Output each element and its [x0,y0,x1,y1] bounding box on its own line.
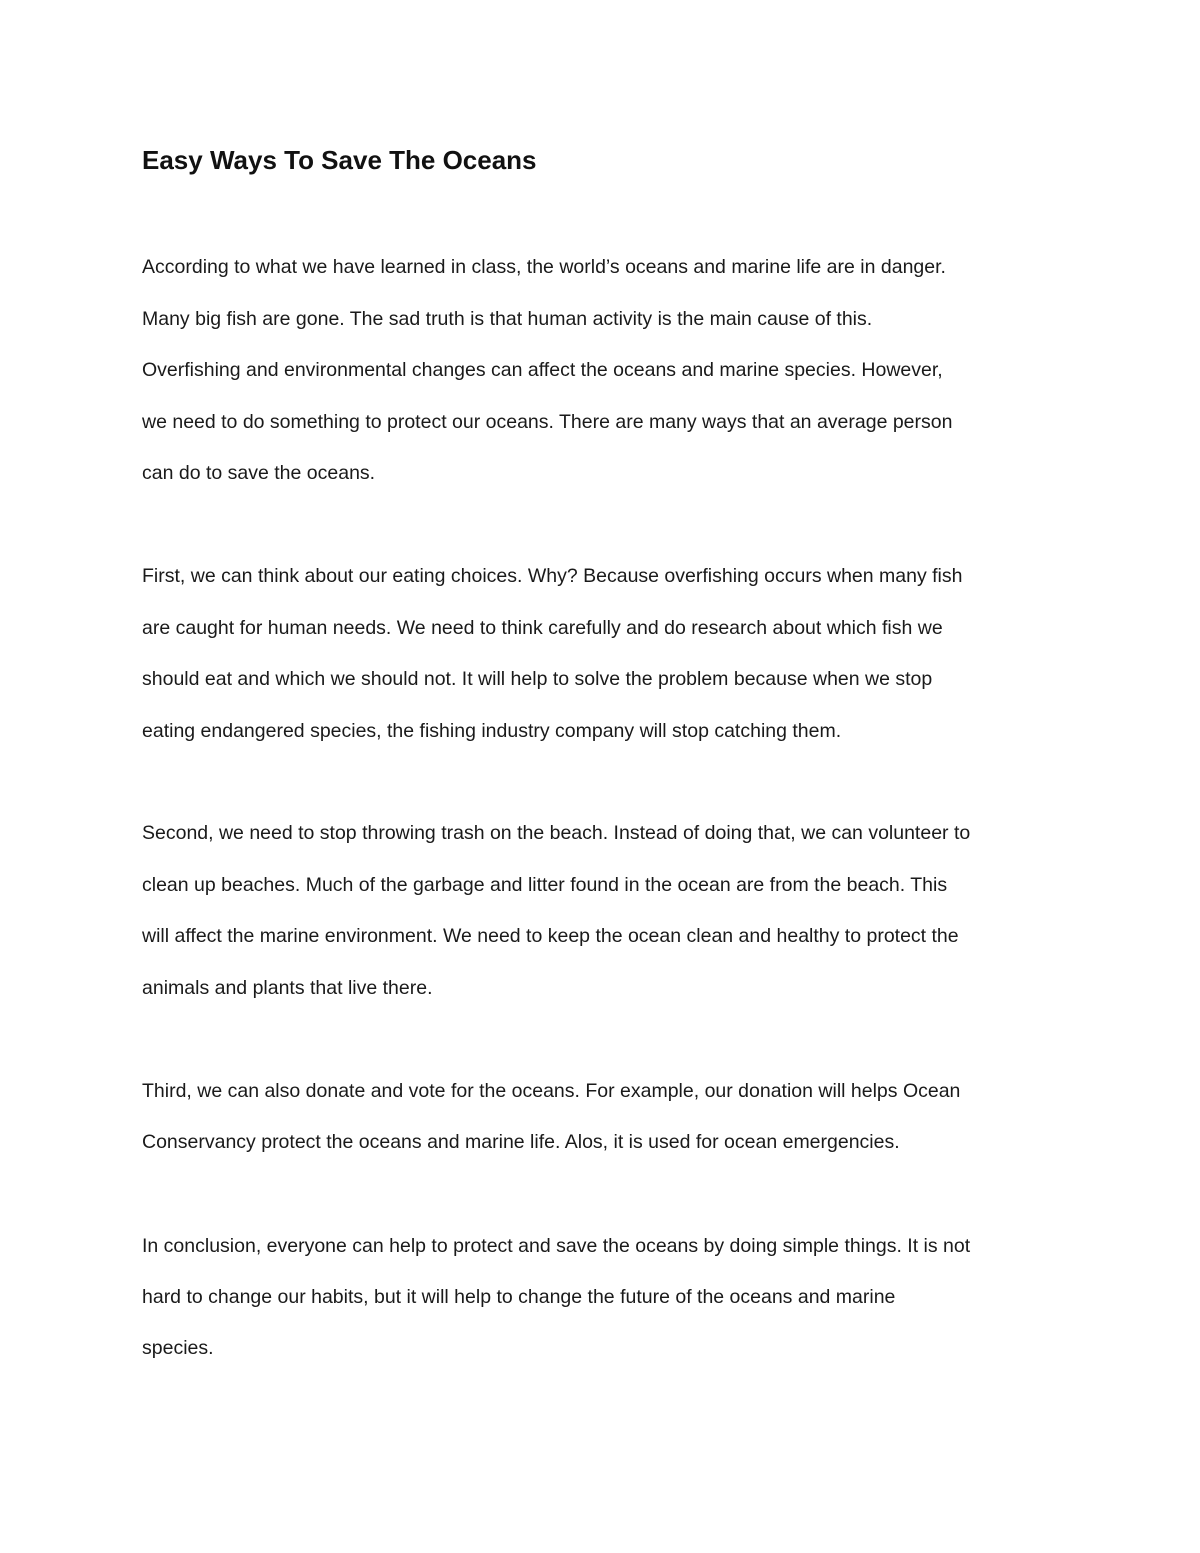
paragraph-3-line-3: will affect the marine environment. We need to keep the ocean clean and healthy to protect the [142,925,959,947]
paragraph-3-line-4: animals and plants that live there. [142,977,433,999]
paragraph-3-line-2: clean up beaches. Much of the garbage and litter found in the ocean are from the beach. This [142,874,948,896]
paragraph-2-line-2: are caught for human needs. We need to think carefully and do research about which fish we [142,617,943,639]
paragraph-1-line-1: According to what we have learned in class, the world’s oceans and marine life are in danger. [142,256,946,278]
document-title: Easy Ways To Save The Oceans [142,145,537,175]
paragraph-1-line-3: Overfishing and environmental changes can affect the oceans and marine species. However, [142,359,943,381]
paragraph-1-line-2: Many big fish are gone. The sad truth is that human activity is the main cause of this. [142,308,873,330]
paragraph-2-line-4: eating endangered species, the fishing industry company will stop catching them. [142,720,842,742]
paragraph-1-line-4: we need to do something to protect our oceans. There are many ways that an average person [142,411,953,433]
paragraph-5-line-3: species. [142,1337,214,1359]
paragraph-1-line-5: can do to save the oceans. [142,462,376,484]
paragraph-5-line-2: hard to change our habits, but it will help to change the future of the oceans and marine [142,1286,896,1308]
paragraph-2-line-1: First, we can think about our eating choices. Why? Because overfishing occurs when many fish [142,565,963,587]
paragraph-5-line-1: In conclusion, everyone can help to protect and save the oceans by doing simple things. It is not [142,1235,971,1257]
paragraph-4-line-1: Third, we can also donate and vote for the oceans. For example, our donation will helps Ocean [142,1080,961,1102]
paragraph-4-line-2: Conservancy protect the oceans and marine life. Alos, it is used for ocean emergencies. [142,1131,900,1153]
paragraph-2-line-3: should eat and which we should not. It will help to solve the problem because when we stop [142,668,933,690]
paragraph-3-line-1: Second, we need to stop throwing trash on the beach. Instead of doing that, we can volunteer to [142,822,971,844]
